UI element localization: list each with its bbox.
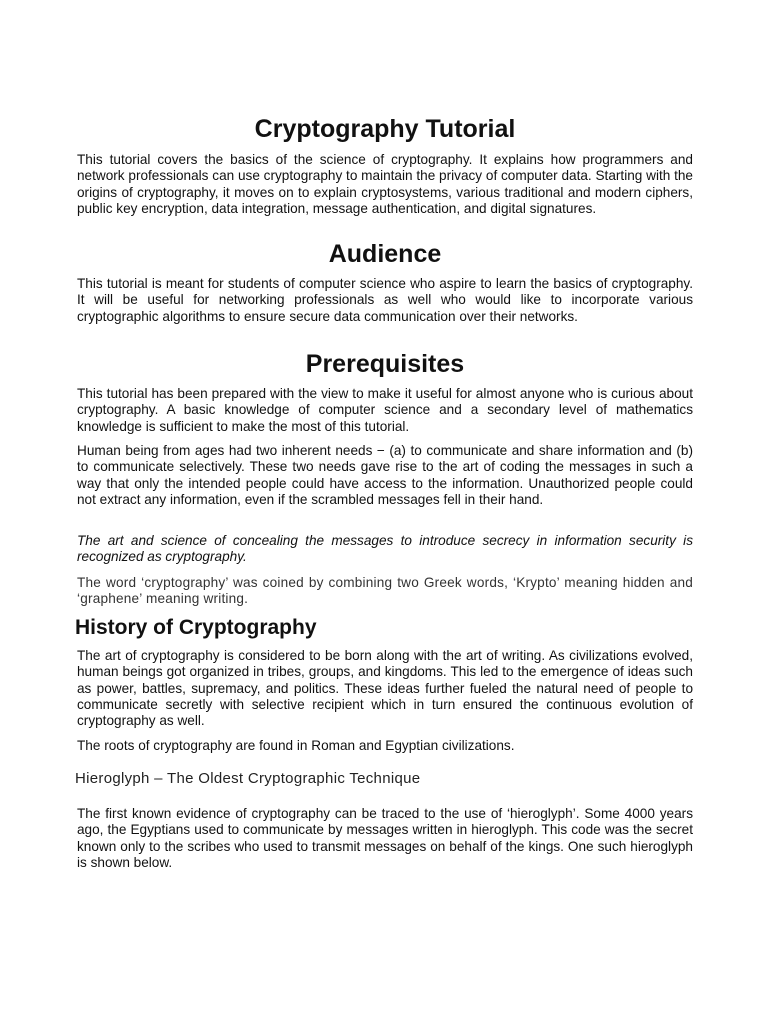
hieroglyph-paragraph: The first known evidence of cryptography can be traced to the use of ‘hieroglyph’. Some 4000 years ago, the Egyptians used to communicate by messages written in hieroglyph. This code was the secret known only to the scribes who used to transmit messages on behalf of the kings. One such hieroglyph is shown below. [77, 806, 693, 870]
page-title: Cryptography Tutorial [254, 115, 516, 143]
history-paragraph-1: The art of cryptography is considered to be born along with the art of writing. As civilizations evolved, human beings got organized in tribes, groups, and kingdoms. This led to the emergence of ideas such as power, battles, supremacy, and politics. These ideas further fueled the natural need of people to communicate secretly with selective recipient which in turn ensured the continuous evolution of cryptography as well. [77, 648, 693, 729]
hieroglyph-heading: Hieroglyph – The Oldest Cryptographic Technique [75, 770, 421, 787]
history-paragraph-2: The roots of cryptography are found in Roman and Egyptian civilizations. [77, 738, 515, 753]
prerequisites-paragraph-3: The art and science of concealing the messages to introduce secrecy in information security is recognized as cryptography. [77, 533, 693, 565]
history-heading: History of Cryptography [75, 616, 317, 639]
prerequisites-heading: Prerequisites [305, 350, 465, 378]
audience-paragraph: This tutorial is meant for students of computer science who aspire to learn the basics of cryptography. It will be useful for networking professionals as well who would like to incorporate various cryptographic algorithms to ensure secure data communication over their networks. [77, 276, 693, 324]
prerequisites-paragraph-4: The word ‘cryptography’ was coined by combining two Greek words, ‘Krypto’ meaning hidden and ‘graphene’ meaning writing. [77, 575, 693, 607]
prerequisites-paragraph-2: Human being from ages had two inherent needs − (a) to communicate and share information and (b) to communicate selectively. These two needs gave rise to the art of coding the messages in such a way that only the intended people could have access to the information. Unauthorized people could not extract any information, even if the scrambled messages fell in their hand. [77, 443, 693, 507]
prerequisites-paragraph-1: This tutorial has been prepared with the view to make it useful for almost anyone who is curious about cryptography. A basic knowledge of computer science and a secondary level of mathematics knowledge is sufficient to make the most of this tutorial. [77, 386, 693, 434]
audience-heading: Audience [328, 240, 442, 268]
intro-paragraph: This tutorial covers the basics of the science of cryptography. It explains how programmers and network professionals can use cryptography to maintain the privacy of computer data. Starting with the origins of cryptography, it moves on to explain cryptosystems, various traditional and modern ciphers, public key encryption, data integration, message authentication, and digital signatures. [77, 152, 693, 216]
